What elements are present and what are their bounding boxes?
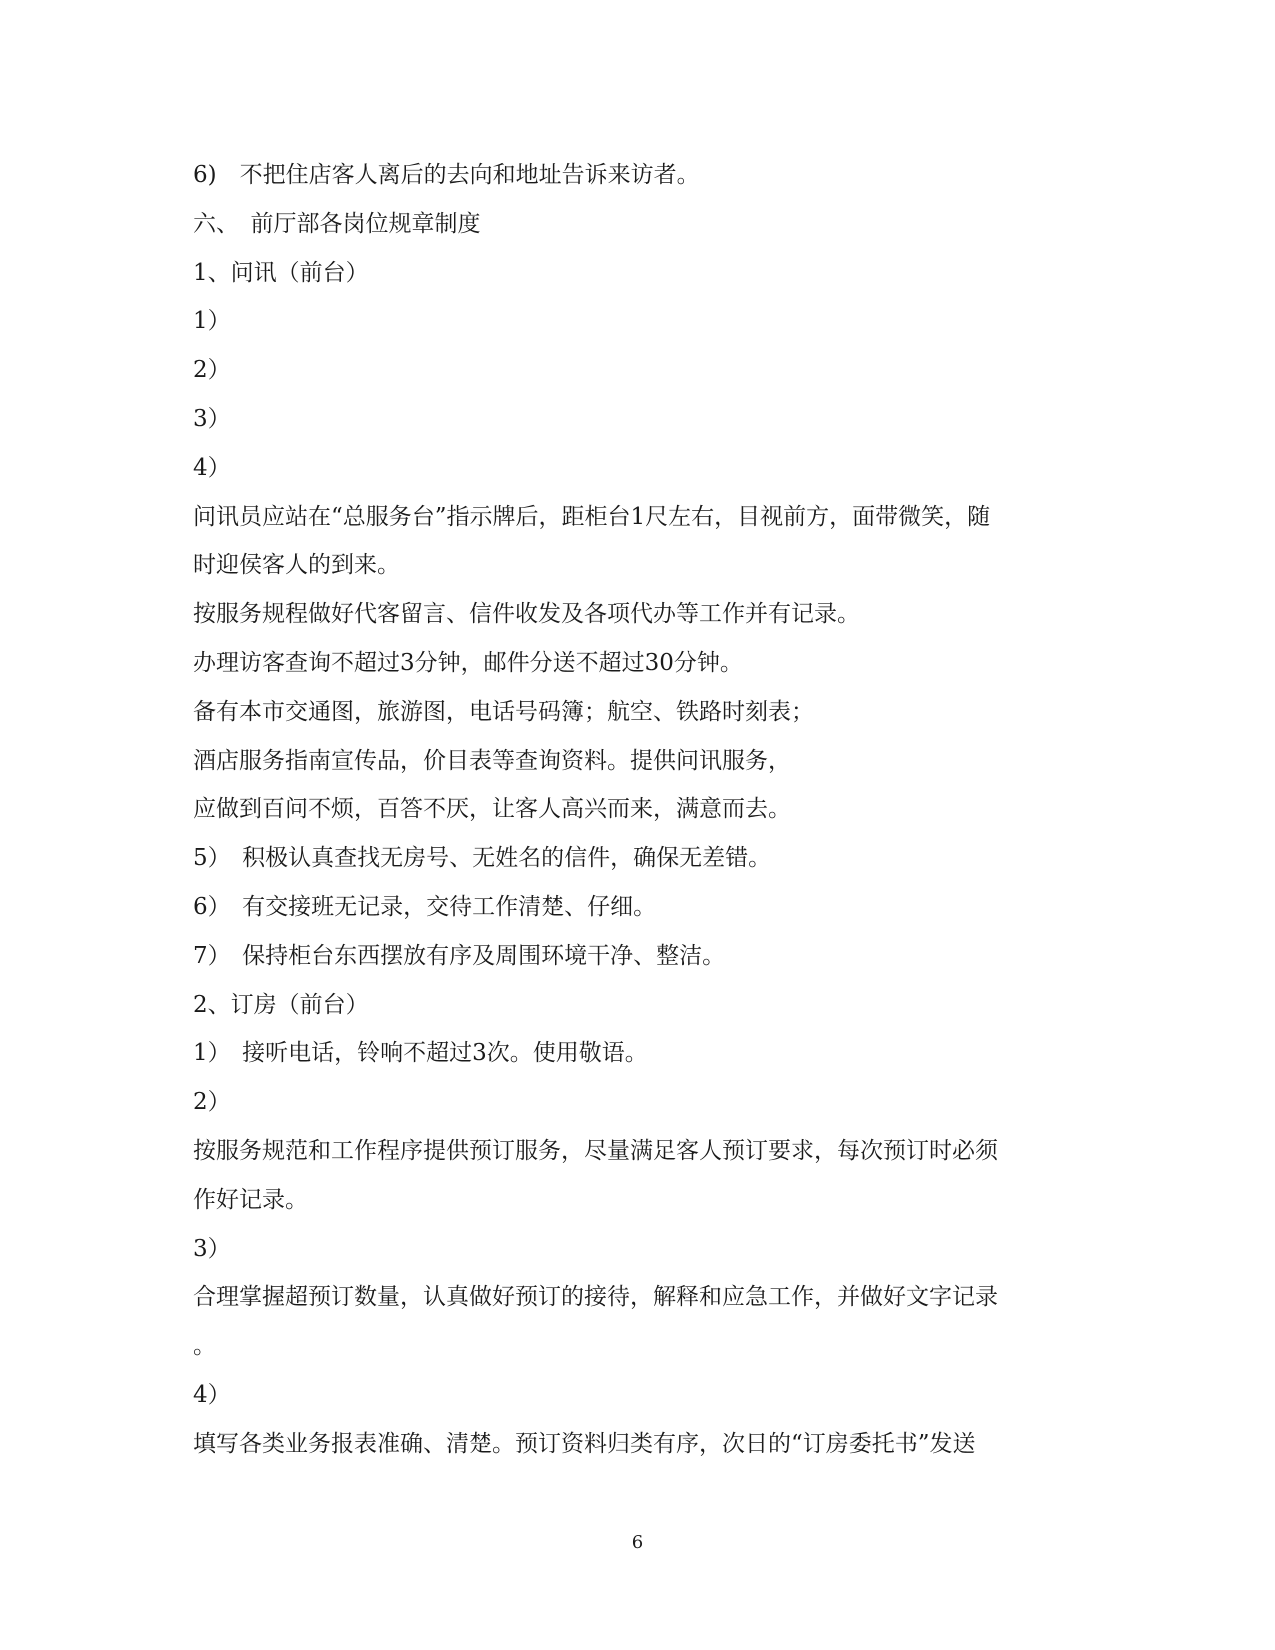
subsection-heading: 2、订房（前台） — [193, 991, 369, 1018]
text-line: 。 — [193, 1333, 216, 1360]
text-line: 按服务规范和工作程序提供预订服务，尽量满足客人预订要求，每次预订时必须 — [193, 1137, 998, 1164]
text-line: 问讯员应站在“总服务台”指示牌后，距柜台1尺左右，目视前方，面带微笑，随 — [193, 503, 991, 530]
list-item: 1） 接听电话，铃响不超过3次。使用敬语。 — [193, 1040, 648, 1067]
list-item: 2） — [193, 357, 231, 384]
page-number: 6 — [631, 1532, 644, 1553]
section-heading: 六、 前厅部各岗位规章制度 — [193, 210, 481, 237]
list-item: 1） — [193, 308, 231, 335]
text-line: 作好记录。 — [193, 1186, 308, 1213]
list-item: 6） 有交接班无记录，交待工作清楚、仔细。 — [193, 893, 657, 920]
list-item: 5） 积极认真查找无房号、无姓名的信件，确保无差错。 — [193, 845, 772, 872]
text-line: 时迎侯客人的到来。 — [193, 552, 400, 579]
text-line: 合理掌握超预订数量，认真做好预订的接待，解释和应急工作，并做好文字记录 — [193, 1284, 998, 1311]
text-line: 备有本市交通图，旅游图，电话号码簿；航空、铁路时刻表； — [193, 698, 814, 725]
text-line: 应做到百问不烦，百答不厌，让客人高兴而来，满意而去。 — [193, 796, 791, 823]
list-item: 4） — [193, 1381, 231, 1408]
text-line: 办理访客查询不超过3分钟，邮件分送不超过30分钟。 — [193, 649, 743, 676]
list-item: 2） — [193, 1089, 231, 1116]
subsection-heading: 1、问讯（前台） — [193, 259, 369, 286]
body-text — [193, 151, 1083, 1469]
list-item: 3） — [193, 1235, 231, 1262]
list-item: 7） 保持柜台东西摆放有序及周围环境干净、整洁。 — [193, 942, 726, 969]
text-line: 6) 不把住店客人离后的去向和地址告诉来访者。 — [193, 162, 700, 188]
text-line: 填写各类业务报表准确、清楚。预订资料归类有序，次日的“订房委托书”发送 — [193, 1430, 976, 1457]
text-line: 酒店服务指南宣传品，价目表等查询资料。提供问讯服务， — [193, 747, 791, 774]
list-item: 4） — [193, 454, 231, 481]
list-item: 3） — [193, 405, 231, 432]
text-line: 按服务规程做好代客留言、信件收发及各项代办等工作并有记录。 — [193, 601, 860, 628]
